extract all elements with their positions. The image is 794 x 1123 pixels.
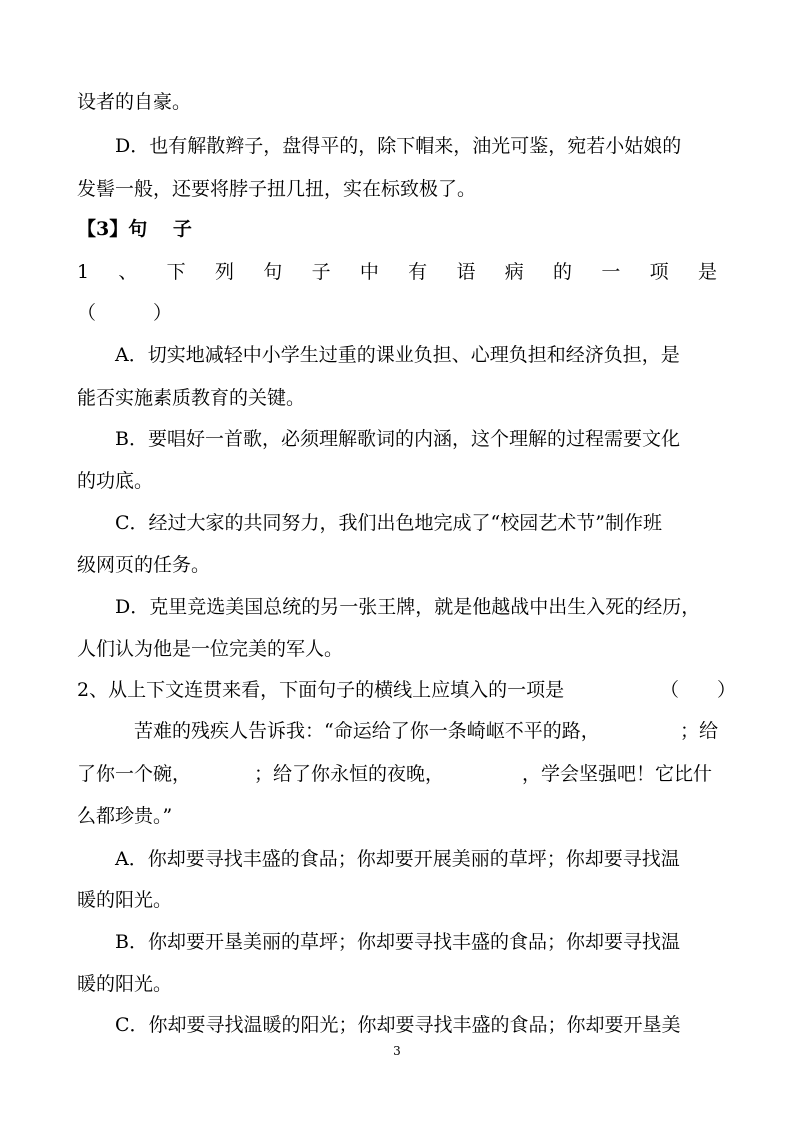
option-d-line — [0, 131, 794, 161]
option-b-line — [0, 927, 794, 957]
text-line — [0, 174, 794, 204]
option-a-line — [0, 340, 794, 370]
answer-paren-line — [0, 298, 794, 328]
option-c-line — [0, 1010, 794, 1040]
answer-paren: （ ） — [660, 679, 737, 701]
question-char: 子 — [311, 261, 331, 283]
line-text: ，学会坚强吧！它比什 — [522, 763, 713, 785]
text-line — [0, 634, 794, 664]
option-a-line — [0, 844, 794, 874]
line-text: C．你却要寻找温暖的阳光；你却要寻找丰盛的食品；你却要开垦美 — [115, 1014, 681, 1036]
line-text: 能否实施素质教育的关键。 — [77, 387, 306, 409]
question-char: 项 — [649, 261, 669, 283]
line-text: 级网页的任务。 — [77, 554, 211, 576]
passage-line — [0, 716, 794, 746]
line-text: 暖的阳光。 — [77, 889, 173, 911]
question-1-text — [77, 257, 717, 287]
question-char: 1 — [77, 261, 90, 283]
question-char: 是 — [697, 261, 717, 283]
line-text: A．切实地减轻中小学生过重的课业负担、心理负担和经济负担，是 — [115, 344, 680, 366]
text-line — [0, 87, 794, 117]
text-line — [0, 885, 794, 915]
question-2-text: 2、从上下文连贯来看，下面句子的横线上应填入的一项是 — [77, 679, 565, 701]
question-char: 的 — [553, 261, 573, 283]
text-line — [0, 969, 794, 999]
question-char: 中 — [359, 261, 379, 283]
option-c-line — [0, 508, 794, 538]
line-text: 人们认为他是一位完美的军人。 — [77, 638, 344, 660]
answer-paren: （ ） — [77, 302, 173, 324]
question-char: 句 — [263, 261, 283, 283]
question-char: 下 — [166, 261, 186, 283]
line-text: 么都珍贵。” — [77, 805, 173, 827]
line-text: B．你却要开垦美丽的草坪；你却要寻找丰盛的食品；你却要寻找温 — [115, 931, 680, 953]
line-text: 发髻一般，还要将脖子扭几扭，实在标致极了。 — [77, 178, 477, 200]
question-char: 病 — [504, 261, 524, 283]
section-heading-text: 【3】句 子 — [77, 218, 192, 240]
line-text: 苦难的残疾人告诉我：“命运给了你一条崎岖不平的路， — [134, 720, 600, 742]
question-char: 一 — [601, 261, 621, 283]
line-text: D．克里竞选美国总统的另一张王牌，就是他越战中出生入死的经历， — [115, 596, 701, 618]
line-text: ；给了你永恒的夜晚， — [254, 763, 445, 785]
question-2-line — [0, 675, 794, 705]
passage-line — [0, 759, 794, 789]
line-text: A．你却要寻找丰盛的食品；你却要开展美丽的草坪；你却要寻找温 — [115, 848, 680, 870]
line-text: C．经过大家的共同努力，我们出色地完成了“校园艺术节”制作班 — [115, 512, 662, 534]
question-char: 有 — [408, 261, 428, 283]
text-line — [0, 550, 794, 580]
line-text: 设者的自豪。 — [77, 91, 192, 113]
passage-line — [0, 801, 794, 831]
text-line — [0, 466, 794, 496]
line-text: 的功底。 — [77, 470, 154, 492]
question-char: 语 — [456, 261, 476, 283]
section-heading — [0, 214, 794, 244]
line-text: B．要唱好一首歌，必须理解歌词的内涵，这个理解的过程需要文化 — [115, 428, 680, 450]
option-d-line — [0, 592, 794, 622]
question-char: 列 — [214, 261, 234, 283]
question-char: 、 — [118, 261, 138, 283]
line-text: 了你一个碗， — [77, 763, 192, 785]
question-1-line — [0, 257, 794, 287]
text-line — [0, 383, 794, 413]
line-text: 暖的阳光。 — [77, 973, 173, 995]
line-text: D．也有解散辫子，盘得平的，除下帽来，油光可鉴，宛若小姑娘的 — [115, 135, 682, 157]
option-b-line — [0, 424, 794, 454]
line-text: ；给 — [680, 720, 719, 742]
page-number: 3 — [393, 1044, 401, 1058]
